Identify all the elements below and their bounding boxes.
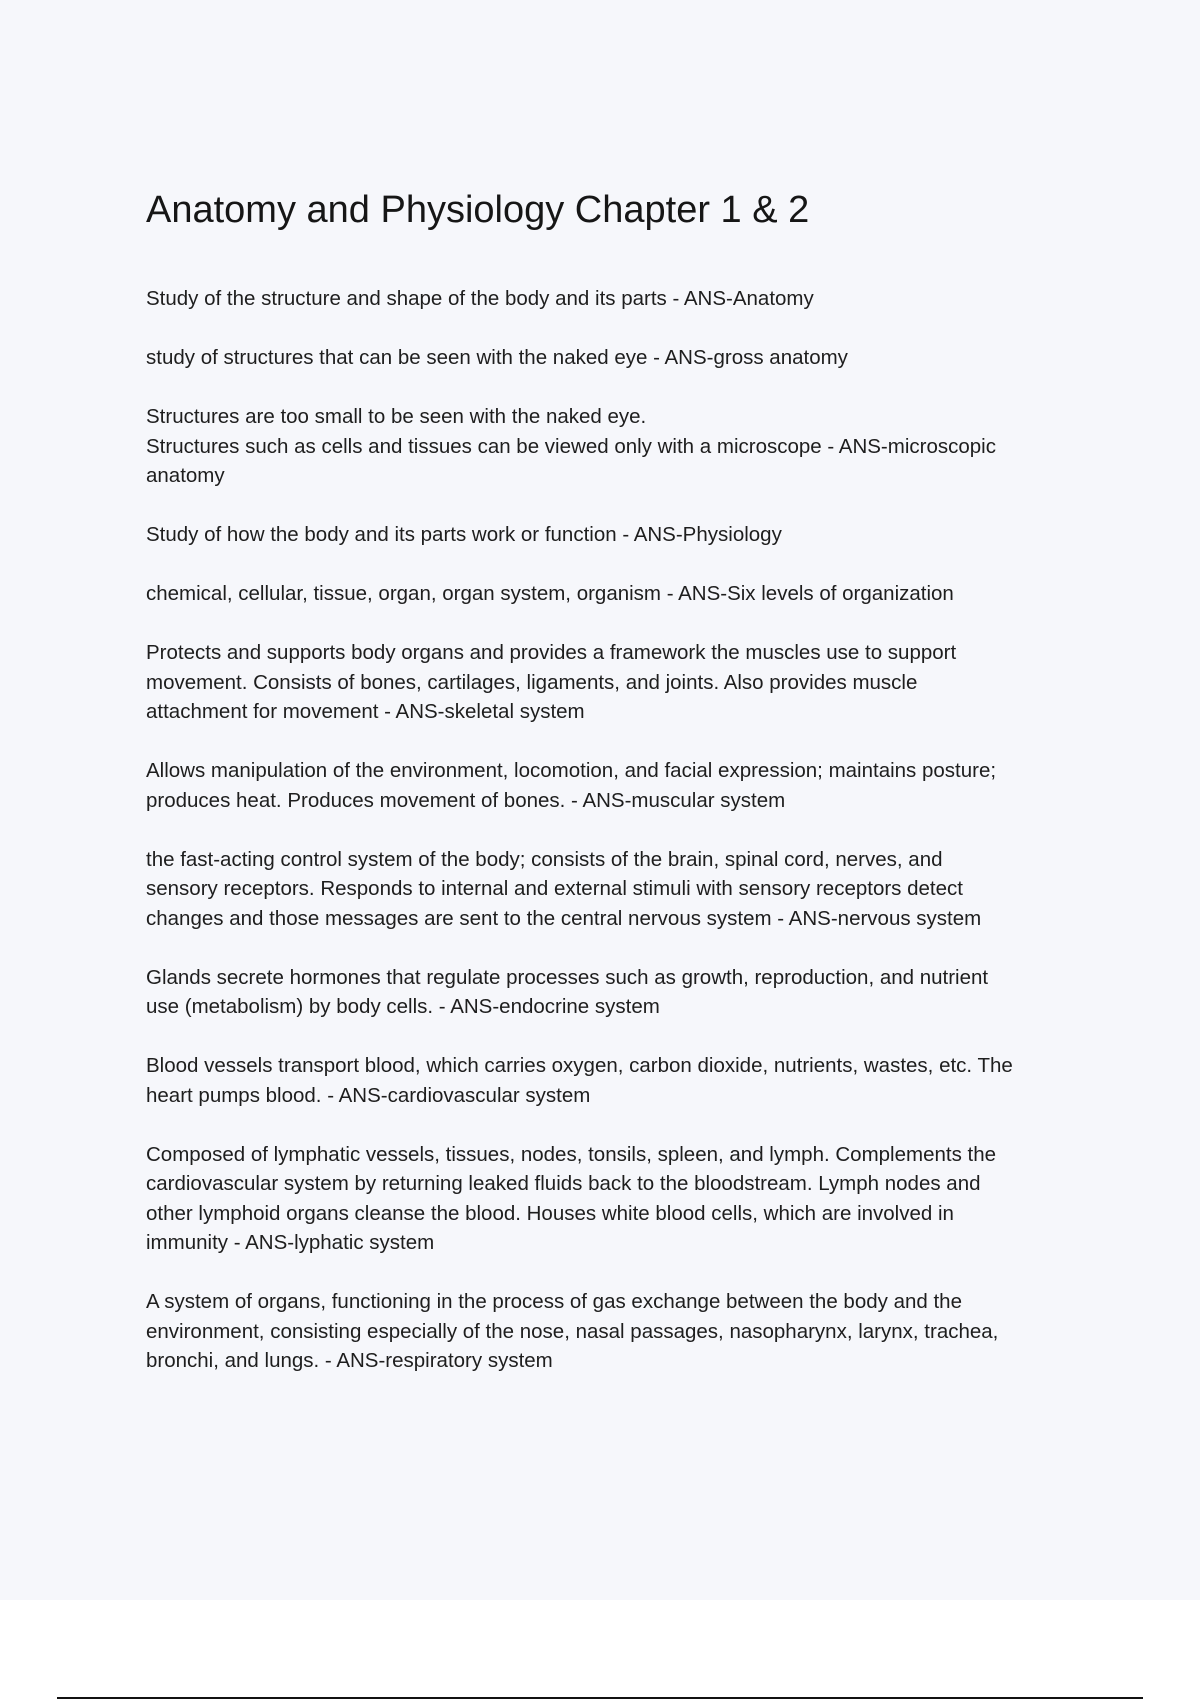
entry-line: Allows manipulation of the environment, locomotion, and facial expression; maintains posture; bbox=[146, 759, 997, 782]
entry-line: sensory receptors. Responds to internal and external stimuli with sensory receptors detect bbox=[146, 877, 963, 900]
entry-line: Study of how the body and its parts work or function - ANS-Physiology bbox=[146, 523, 782, 546]
flashcard-list bbox=[146, 284, 1096, 1376]
entry-line: anatomy bbox=[146, 464, 225, 487]
entry-line: other lymphoid organs cleanse the blood. Houses white blood cells, which are involved in bbox=[146, 1201, 954, 1225]
flashcard-entry bbox=[146, 845, 1096, 934]
entry-line: Blood vessels transport blood, which carries oxygen, carbon dioxide, nutrients, wastes, etc. The bbox=[146, 1054, 1013, 1077]
entry-line: immunity - ANS-lyphatic system bbox=[146, 1231, 435, 1254]
entry-line: Glands secrete hormones that regulate processes such as growth, reproduction, and nutrient bbox=[146, 965, 989, 989]
entry-line: cardiovascular system by returning leaked fluids back to the bloodstream. Lymph nodes and bbox=[146, 1172, 981, 1195]
entry-line: environment, consisting especially of the nose, nasal passages, nasopharynx, larynx, trachea, bbox=[146, 1319, 999, 1343]
flashcard-entry bbox=[146, 579, 1096, 609]
entry-line: A system of organs, functioning in the process of gas exchange between the body and the bbox=[146, 1290, 962, 1313]
document-title: Anatomy and Physiology Chapter 1 & 2 bbox=[146, 189, 810, 231]
entry-line: Structures are too small to be seen with the naked eye. bbox=[146, 405, 647, 428]
entry-line: changes and those messages are sent to the central nervous system - ANS-nervous system bbox=[146, 906, 982, 930]
entry-line: bronchi, and lungs. - ANS-respiratory system bbox=[146, 1349, 553, 1372]
entry-line: the fast-acting control system of the body; consists of the brain, spinal cord, nerves, and bbox=[146, 847, 943, 871]
flashcard-entry bbox=[146, 963, 1096, 1022]
flashcard-entry bbox=[146, 520, 1096, 550]
entry-line: Protects and supports body organs and provides a framework the muscles use to support bbox=[146, 641, 957, 664]
entry-line: Study of the structure and shape of the body and its parts - ANS-Anatomy bbox=[146, 287, 814, 310]
flashcard-entry bbox=[146, 402, 1096, 491]
flashcard-entry bbox=[146, 638, 1096, 727]
entry-line: Structures such as cells and tissues can be viewed only with a microscope - ANS-microscopic bbox=[146, 434, 996, 458]
entry-line: movement. Consists of bones, cartilages, ligaments, and joints. Also provides muscle bbox=[146, 670, 918, 694]
flashcard-entry bbox=[146, 284, 1096, 314]
entry-line: heart pumps blood. - ANS-cardiovascular system bbox=[146, 1083, 591, 1107]
flashcard-entry bbox=[146, 756, 1096, 815]
footer-divider bbox=[57, 1697, 1143, 1699]
flashcard-entry bbox=[146, 1140, 1096, 1258]
document-content bbox=[146, 182, 1096, 1405]
entry-line: study of structures that can be seen with the naked eye - ANS-gross anatomy bbox=[146, 346, 848, 369]
flashcard-entry bbox=[146, 1287, 1096, 1376]
entry-line: chemical, cellular, tissue, organ, organ system, organism - ANS-Six levels of organization bbox=[146, 582, 954, 605]
entry-line: Composed of lymphatic vessels, tissues, nodes, tonsils, spleen, and lymph. Complements the bbox=[146, 1142, 997, 1166]
flashcard-entry bbox=[146, 1051, 1096, 1110]
flashcard-entry bbox=[146, 343, 1096, 373]
entry-line: use (metabolism) by body cells. - ANS-endocrine system bbox=[146, 995, 660, 1018]
entry-line: produces heat. Produces movement of bones. - ANS-muscular system bbox=[146, 788, 786, 812]
entry-line: attachment for movement - ANS-skeletal system bbox=[146, 700, 585, 723]
